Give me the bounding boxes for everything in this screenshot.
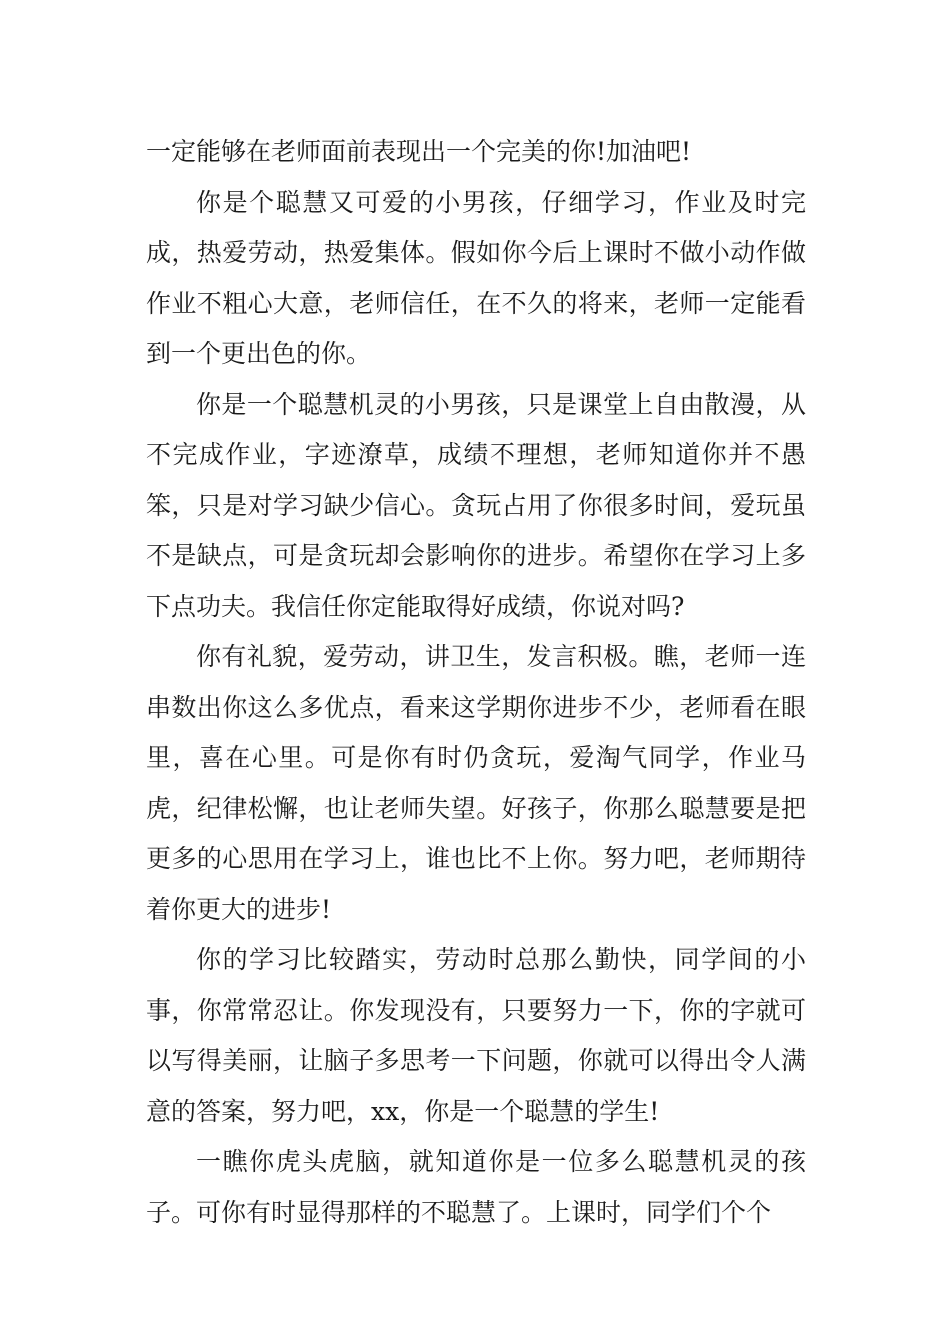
paragraph: 你有礼貌，爱劳动，讲卫生，发言积极。瞧，老师一连串数出你这么多优点，看来这学期你进步不少，老师看在眼里，喜在心里。可是你有时仍贪玩，爱淘气同学，作业马虎，纪律松懈，也让老师失望。好孩子，你那么聪慧要是把更多的心思用在学习上，谁也比不上你。努力吧，老师期待着你更大的进步! [146,642,806,924]
document-body [146,127,806,1238]
paragraph-continued: 一定能够在老师面前表现出一个完美的你!加油吧! [146,137,692,166]
paragraph: 你是一个聪慧机灵的小男孩，只是课堂上自由散漫，从不完成作业，字迹潦草，成绩不理想，老师知道你并不愚笨，只是对学习缺少信心。贪玩占用了你很多时间，爱玩虽不是缺点，可是贪玩却会影响你的进步。希望你在学习上多下点功夫。我信任你定能取得好成绩，你说对吗? [146,389,806,621]
paragraph: 你是个聪慧又可爱的小男孩，仔细学习，作业及时完成，热爱劳动，热爱集体。假如你今后上课时不做小动作做作业不粗心大意，老师信任，在不久的将来，老师一定能看到一个更出色的你。 [146,187,806,368]
paragraph: 你的学习比较踏实，劳动时总那么勤快，同学间的小事，你常常忍让。你发现没有，只要努力一下，你的字就可以写得美丽，让脑子多思考一下问题，你就可以得出令人满意的答案，努力吧，xx，你是一个聪慧的学生! [146,945,806,1126]
paragraph: 一瞧你虎头虎脑，就知道你是一位多么聪慧机灵的孩子。可你有时显得那样的不聪慧了。上课时，同学们个个 [146,1147,806,1227]
